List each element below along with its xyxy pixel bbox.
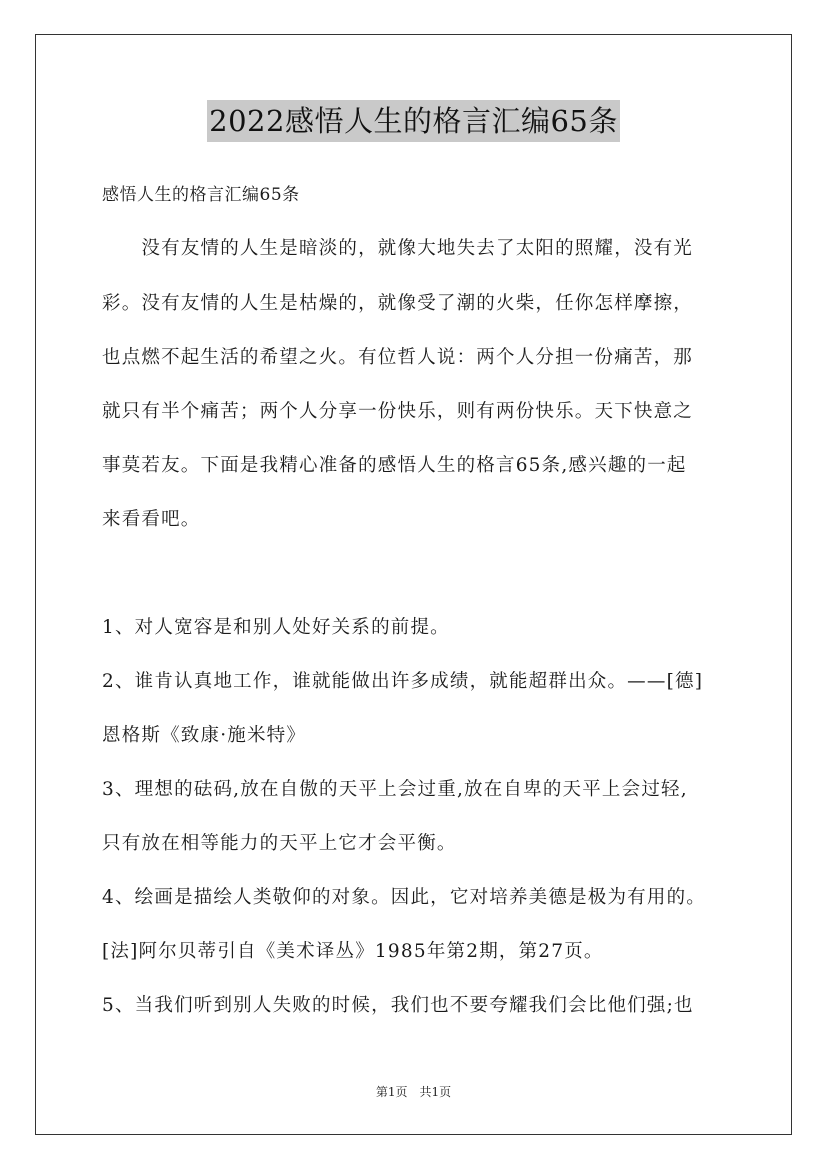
intro-line-6: 来看看吧。 xyxy=(102,509,201,530)
page-footer: 第1页 共1页 xyxy=(375,1085,452,1099)
document-subtitle: 感悟人生的格言汇编65条 xyxy=(102,185,300,205)
intro-line-2: 彩。没有友情的人生是枯燥的，就像受了潮的火柴，任你怎样摩擦， xyxy=(102,293,694,314)
item-line-8: 5、当我们听到别人失败的时候，我们也不要夸耀我们会比他们强;也 xyxy=(102,995,694,1016)
intro-line-3: 也点燃不起生活的希望之火。有位哲人说：两个人分担一份痛苦，那 xyxy=(102,347,694,368)
document-title: 2022感悟人生的格言汇编65条 xyxy=(207,100,620,142)
item-line-1: 1、对人宽容是和别人处好关系的前提。 xyxy=(102,617,450,638)
item-line-3: 恩格斯《致康·施米特》 xyxy=(102,725,307,746)
title-container xyxy=(0,100,827,142)
intro-line-4: 就只有半个痛苦；两个人分享一份快乐，则有两份快乐。天下快意之 xyxy=(102,401,694,422)
item-line-7: [法]阿尔贝蒂引自《美术译丛》1985年第2期，第27页。 xyxy=(102,941,604,962)
item-line-6: 4、绘画是描绘人类敬仰的对象。因此，它对培养美德是极为有用的。 xyxy=(102,887,706,908)
item-line-2: 2、谁肯认真地工作，谁就能做出许多成绩，就能超群出众。——[德] xyxy=(102,671,704,692)
item-line-5: 只有放在相等能力的天平上它才会平衡。 xyxy=(102,833,457,854)
item-line-4: 3、理想的砝码,放在自傲的天平上会过重,放在自卑的天平上会过轻, xyxy=(102,779,688,800)
intro-line-1: 没有友情的人生是暗淡的，就像大地失去了太阳的照耀，没有光 xyxy=(102,238,694,259)
intro-line-5: 事莫若友。下面是我精心准备的感悟人生的格言65条,感兴趣的一起 xyxy=(102,455,687,476)
